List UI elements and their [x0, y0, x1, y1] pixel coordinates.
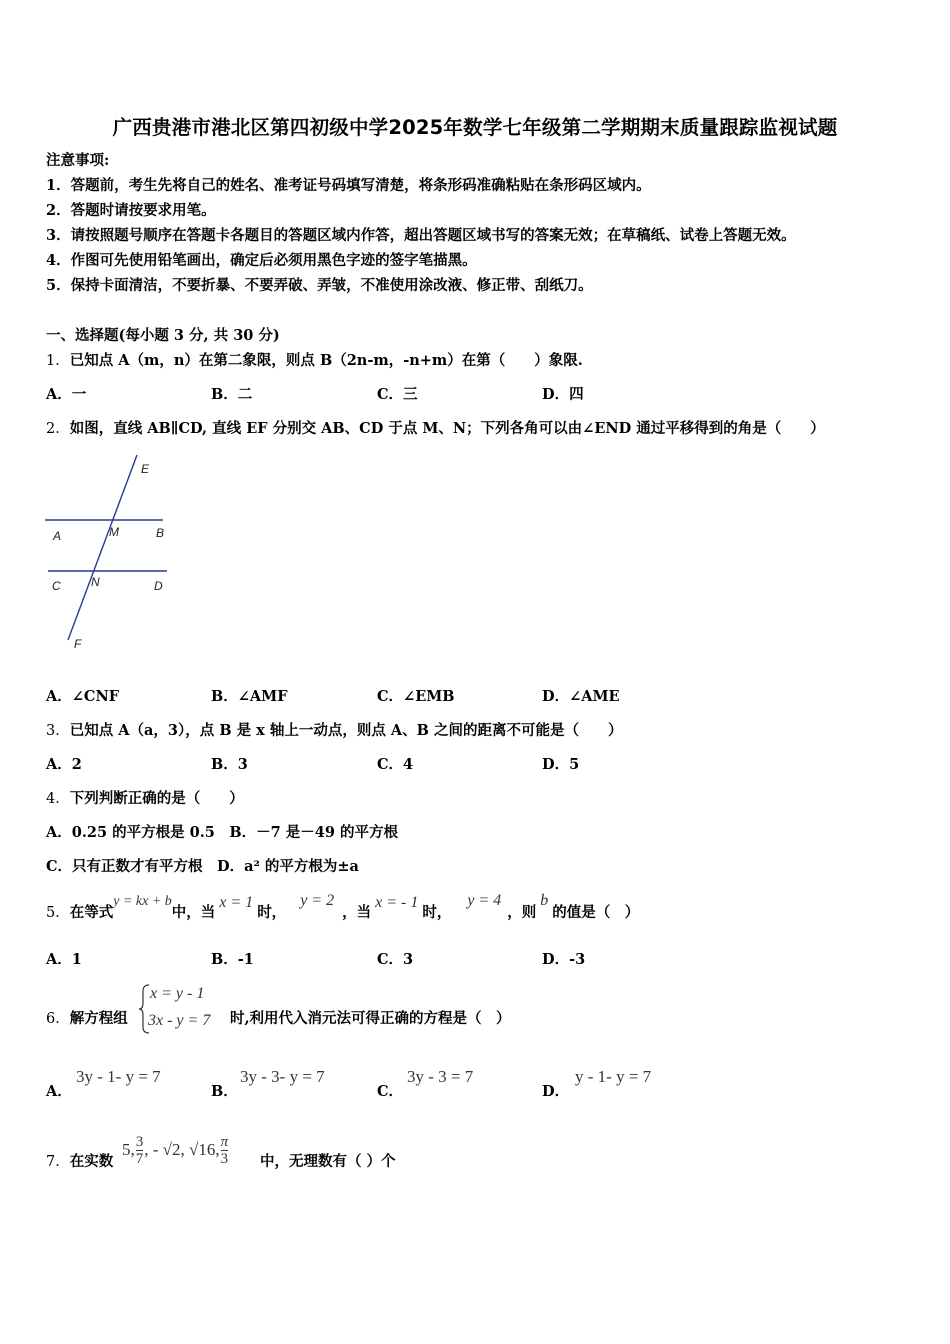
question-number: 3． — [46, 723, 70, 739]
line-ef — [68, 455, 137, 640]
math-expression: , - √2, √16, — [144, 1140, 220, 1159]
question-text: 中，当 — [171, 904, 216, 921]
fraction — [136, 1134, 144, 1167]
option-d: D．∠AME — [542, 688, 620, 705]
question-text: 时， — [422, 904, 452, 921]
option-a-label: A． — [46, 1083, 72, 1100]
option-a: A．2 — [46, 756, 82, 773]
option-c: C．三 — [377, 386, 418, 403]
label-a: A — [53, 529, 62, 543]
option-c-expression: 3y - 3 = 7 — [407, 1067, 474, 1086]
question-number: 7． — [46, 1154, 70, 1170]
option-d: D．5 — [542, 756, 580, 773]
option-b-label: B． — [211, 1083, 238, 1100]
question-text: 解方程组 — [69, 1010, 128, 1027]
math-expression: y = 2 — [300, 892, 335, 909]
label-c: C — [52, 579, 61, 593]
option-d-label: D． — [542, 1083, 570, 1100]
notice-item: 5．保持卡面清洁，不要折暴、不要弄破、弄皱，不准使用涂改液、修正带、刮纸刀。 — [46, 277, 593, 294]
fraction-numerator: π — [220, 1133, 229, 1150]
parallel-lines-figure — [40, 450, 180, 660]
question-text: 中，无理数有（ ）个 — [260, 1153, 396, 1170]
option-c: C．4 — [377, 756, 414, 773]
question-7 — [46, 1152, 113, 1172]
section-heading: 一、选择题(每小题 3 分, 共 30 分) — [46, 327, 280, 344]
option-line: A．0.25 的平方根是 0.5 B．－7 是－49 的平方根 — [46, 824, 399, 841]
question-3 — [46, 721, 622, 741]
page-title: 广西贵港市港北区第四初级中学2025年数学七年级第二学期期末质量跟踪监视试题 — [112, 116, 838, 139]
option-c: C．∠EMB — [377, 688, 455, 705]
option-b: B．3 — [211, 756, 248, 773]
option-d-expression: y - 1- y = 7 — [575, 1067, 652, 1086]
option-c: C．3 — [377, 951, 414, 968]
question-text: 已知点 A（m，n）在第二象限，则点 B（2n-m，-n+m）在第（ ）象限. — [69, 352, 583, 369]
question-text: 的值是（ ） — [552, 904, 640, 921]
question-text: ，则 — [507, 904, 537, 921]
question-6 — [46, 1009, 128, 1029]
option-b: B．二 — [211, 386, 253, 403]
question-number: 5． — [46, 905, 70, 921]
notice-item: 1．答题前，考生先将自己的姓名、准考证号码填写清楚，将条形码准确粘贴在条形码区域内。 — [46, 177, 651, 194]
label-b: B — [156, 526, 165, 540]
fraction-numerator: 3 — [135, 1133, 144, 1150]
fraction — [221, 1134, 229, 1167]
question-text: 如图，直线 AB∥CD, 直线 EF 分别交 AB、CD 于点 M、N；下列各角可以由∠END 通过平移得到的角是（ ） — [69, 420, 825, 437]
fraction-denominator: 3 — [220, 1150, 229, 1167]
option-d: D．-3 — [542, 951, 586, 968]
question-number: 4． — [46, 791, 70, 807]
label-m: M — [109, 525, 119, 539]
math-expression: x = 1 — [219, 894, 254, 911]
system-equation-1: x = y - 1 — [150, 985, 205, 1002]
option-a: A．∠CNF — [46, 688, 119, 705]
fraction-denominator: 7 — [135, 1150, 144, 1167]
notice-item: 4．作图可先使用铅笔画出，确定后必须用黑色字迹的签字笔描黑。 — [46, 252, 477, 269]
option-line: C．只有正数才有平方根 D．a² 的平方根为±a — [46, 858, 359, 875]
math-expression: x = - 1 — [375, 894, 419, 911]
question-text: 下列判断正确的是（ ） — [69, 790, 244, 807]
label-e: E — [141, 462, 150, 476]
question-1 — [46, 351, 583, 371]
question-text: 时,利用代入消元法可得正确的方程是（ ） — [230, 1010, 511, 1027]
notice-item: 3．请按照题号顺序在答题卡各题目的答题区域内作答，超出答题区域书写的答案无效；在草稿纸、试卷上答题无效。 — [46, 227, 796, 244]
question-number: 2． — [46, 421, 70, 437]
label-d: D — [154, 579, 163, 593]
math-expression: y = 4 — [467, 892, 502, 909]
real-numbers-list — [122, 1127, 229, 1173]
notice-heading: 注意事项: — [46, 152, 110, 169]
question-text: 在等式 — [69, 904, 114, 921]
option-a-expression: 3y - 1- y = 7 — [76, 1067, 161, 1086]
math-expression: 5, — [122, 1140, 135, 1159]
question-number: 6． — [46, 1011, 70, 1027]
notice-item: 2．答题时请按要求用笔。 — [46, 202, 216, 219]
math-expression: b — [540, 892, 549, 909]
label-f: F — [74, 637, 82, 651]
option-d: D．四 — [542, 386, 584, 403]
question-number: 1． — [46, 353, 70, 369]
option-c-label: C． — [377, 1083, 404, 1100]
label-n: N — [91, 575, 100, 589]
system-equation-2: 3x - y = 7 — [148, 1012, 211, 1029]
question-text: ，当 — [342, 904, 372, 921]
question-5 — [46, 892, 640, 924]
option-a: A．1 — [46, 951, 82, 968]
option-b-expression: 3y - 3- y = 7 — [240, 1067, 325, 1086]
math-expression: y = kx + b — [113, 894, 172, 909]
option-b: B．∠AMF — [211, 688, 288, 705]
question-text: 时， — [257, 904, 287, 921]
option-a: A．一 — [46, 386, 87, 403]
question-4 — [46, 789, 244, 809]
question-2 — [46, 419, 825, 439]
question-text: 已知点 A（a，3），点 B 是 x 轴上一动点，则点 A、B 之间的距离不可能是（ ） — [69, 722, 623, 739]
question-text: 在实数 — [69, 1153, 114, 1170]
option-b: B．-1 — [211, 951, 254, 968]
